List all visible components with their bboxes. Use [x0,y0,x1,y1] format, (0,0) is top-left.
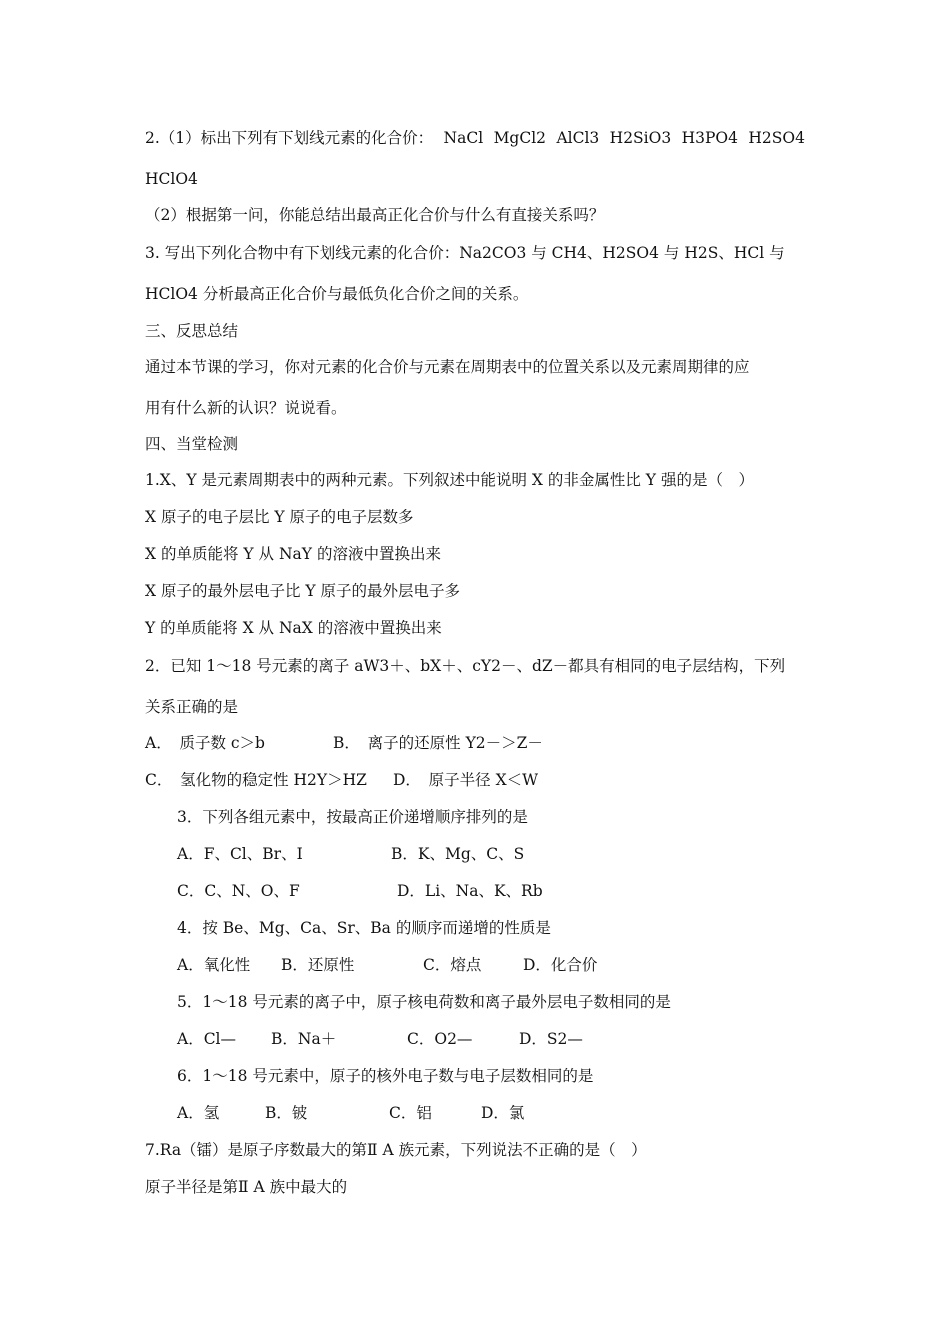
test3-option-d: D．Li、Na、K、Rb [397,882,543,900]
test2-options-row2 [145,770,538,790]
section3-heading: 三、反思总结 [145,322,239,340]
q2-title-line [145,128,805,148]
test7-option: 原子半径是第Ⅱ A 族中最大的 [145,1178,348,1196]
formula-h2sio3: H2SiO3 [609,129,672,147]
test2-stem-line1: 2．已知 1～18 号元素的离子 aW3＋、bX＋、cY2－、dZ－都具有相同的电子层结构，下列 [145,657,786,675]
formula-alcl3: AlCl3 [556,129,600,147]
test2-options-row1 [145,733,543,753]
test3-options-row2 [177,881,543,901]
test6-option-a: A．氢 [177,1104,220,1122]
test1-option: X 原子的电子层比 Y 原子的电子层数多 [145,508,414,526]
test4-option-b: B．还原性 [281,956,355,974]
test3-option-c: C．C、N、O、F [177,882,300,900]
test4-stem: 4．按 Be、Mg、Ca、Sr、Ba 的顺序而递增的性质是 [177,919,551,937]
test4-option-d: D．化合价 [523,956,598,974]
formula-h3po4: H3PO4 [681,129,738,147]
test6-option-c: C．铝 [389,1104,432,1122]
test6-stem: 6．1～18 号元素中，原子的核外电子数与电子层数相同的是 [177,1067,594,1085]
reflect-line1: 通过本节课的学习，你对元素的化合价与元素在周期表中的位置关系以及元素周期律的应 [145,358,750,376]
test4-options [177,955,597,975]
q2-part2: （2）根据第一问，你能总结出最高正化合价与什么有直接关系吗？ [145,206,605,224]
test6-option-d: D．氯 [481,1104,525,1122]
test1-option: X 的单质能将 Y 从 NaY 的溶液中置换出来 [145,545,441,563]
test5-stem: 5．1～18 号元素的离子中，原子核电荷数和离子最外层电子数相同的是 [177,993,671,1011]
q3-line1: 3. 写出下列化合物中有下划线元素的化合价：Na2CO3 与 CH4、H2SO4 与 H2S、HCl 与 [145,244,785,262]
q2-title-continuation: HClO4 [145,170,198,188]
test3-option-a: A．F、Cl、Br、I [177,845,303,863]
section4-heading: 四、当堂检测 [145,435,239,453]
q3-line2: HClO4 分析最高正化合价与最低负化合价之间的关系。 [145,285,529,303]
test6-option-b: B．铍 [265,1104,308,1122]
test2-option-d: D． 原子半径 X＜W [393,771,539,789]
test5-option-a: A．Cl— [177,1030,237,1048]
test6-options [177,1103,524,1123]
test4-option-a: A．氧化性 [177,956,251,974]
test5-option-b: B．Na＋ [271,1030,337,1048]
test1-stem: 1.X、Y 是元素周期表中的两种元素。下列叙述中能说明 X 的非金属性比 Y 强的是（ ） [145,471,754,489]
test4-option-c: C．熔点 [423,956,482,974]
test3-options-row1 [177,844,524,864]
test1-option: X 原子的最外层电子比 Y 原子的最外层电子多 [145,582,461,600]
test3-stem: 3．下列各组元素中，按最高正价递增顺序排列的是 [177,808,528,826]
test2-option-c: C． 氢化物的稳定性 H2Y＞HZ [145,771,367,789]
reflect-line2: 用有什么新的认识？说说看。 [145,399,347,417]
test3-option-b: B．K、Mg、C、S [391,845,525,863]
test2-stem-line2: 关系正确的是 [145,698,239,716]
test5-options [177,1029,583,1049]
test1-option: Y 的单质能将 X 从 NaX 的溶液中置换出来 [145,619,442,637]
formula-mgcl2: MgCl2 [493,129,547,147]
test5-option-d: D．S2— [519,1030,583,1048]
test7-stem: 7.Ra（镭）是原子序数最大的第Ⅱ A 族元素，下列说法不正确的是（ ） [145,1141,647,1159]
test2-option-b: B． 离子的还原性 Y2－＞Z－ [333,734,543,752]
formula-nacl: NaCl [443,129,484,147]
formula-h2so4: H2SO4 [748,129,805,147]
test2-option-a: A． 质子数 c＞b [145,734,265,752]
test5-option-c: C．O2— [407,1030,473,1048]
q2-title-prefix: 2.（1）标出下列有下划线元素的化合价： [145,129,434,147]
